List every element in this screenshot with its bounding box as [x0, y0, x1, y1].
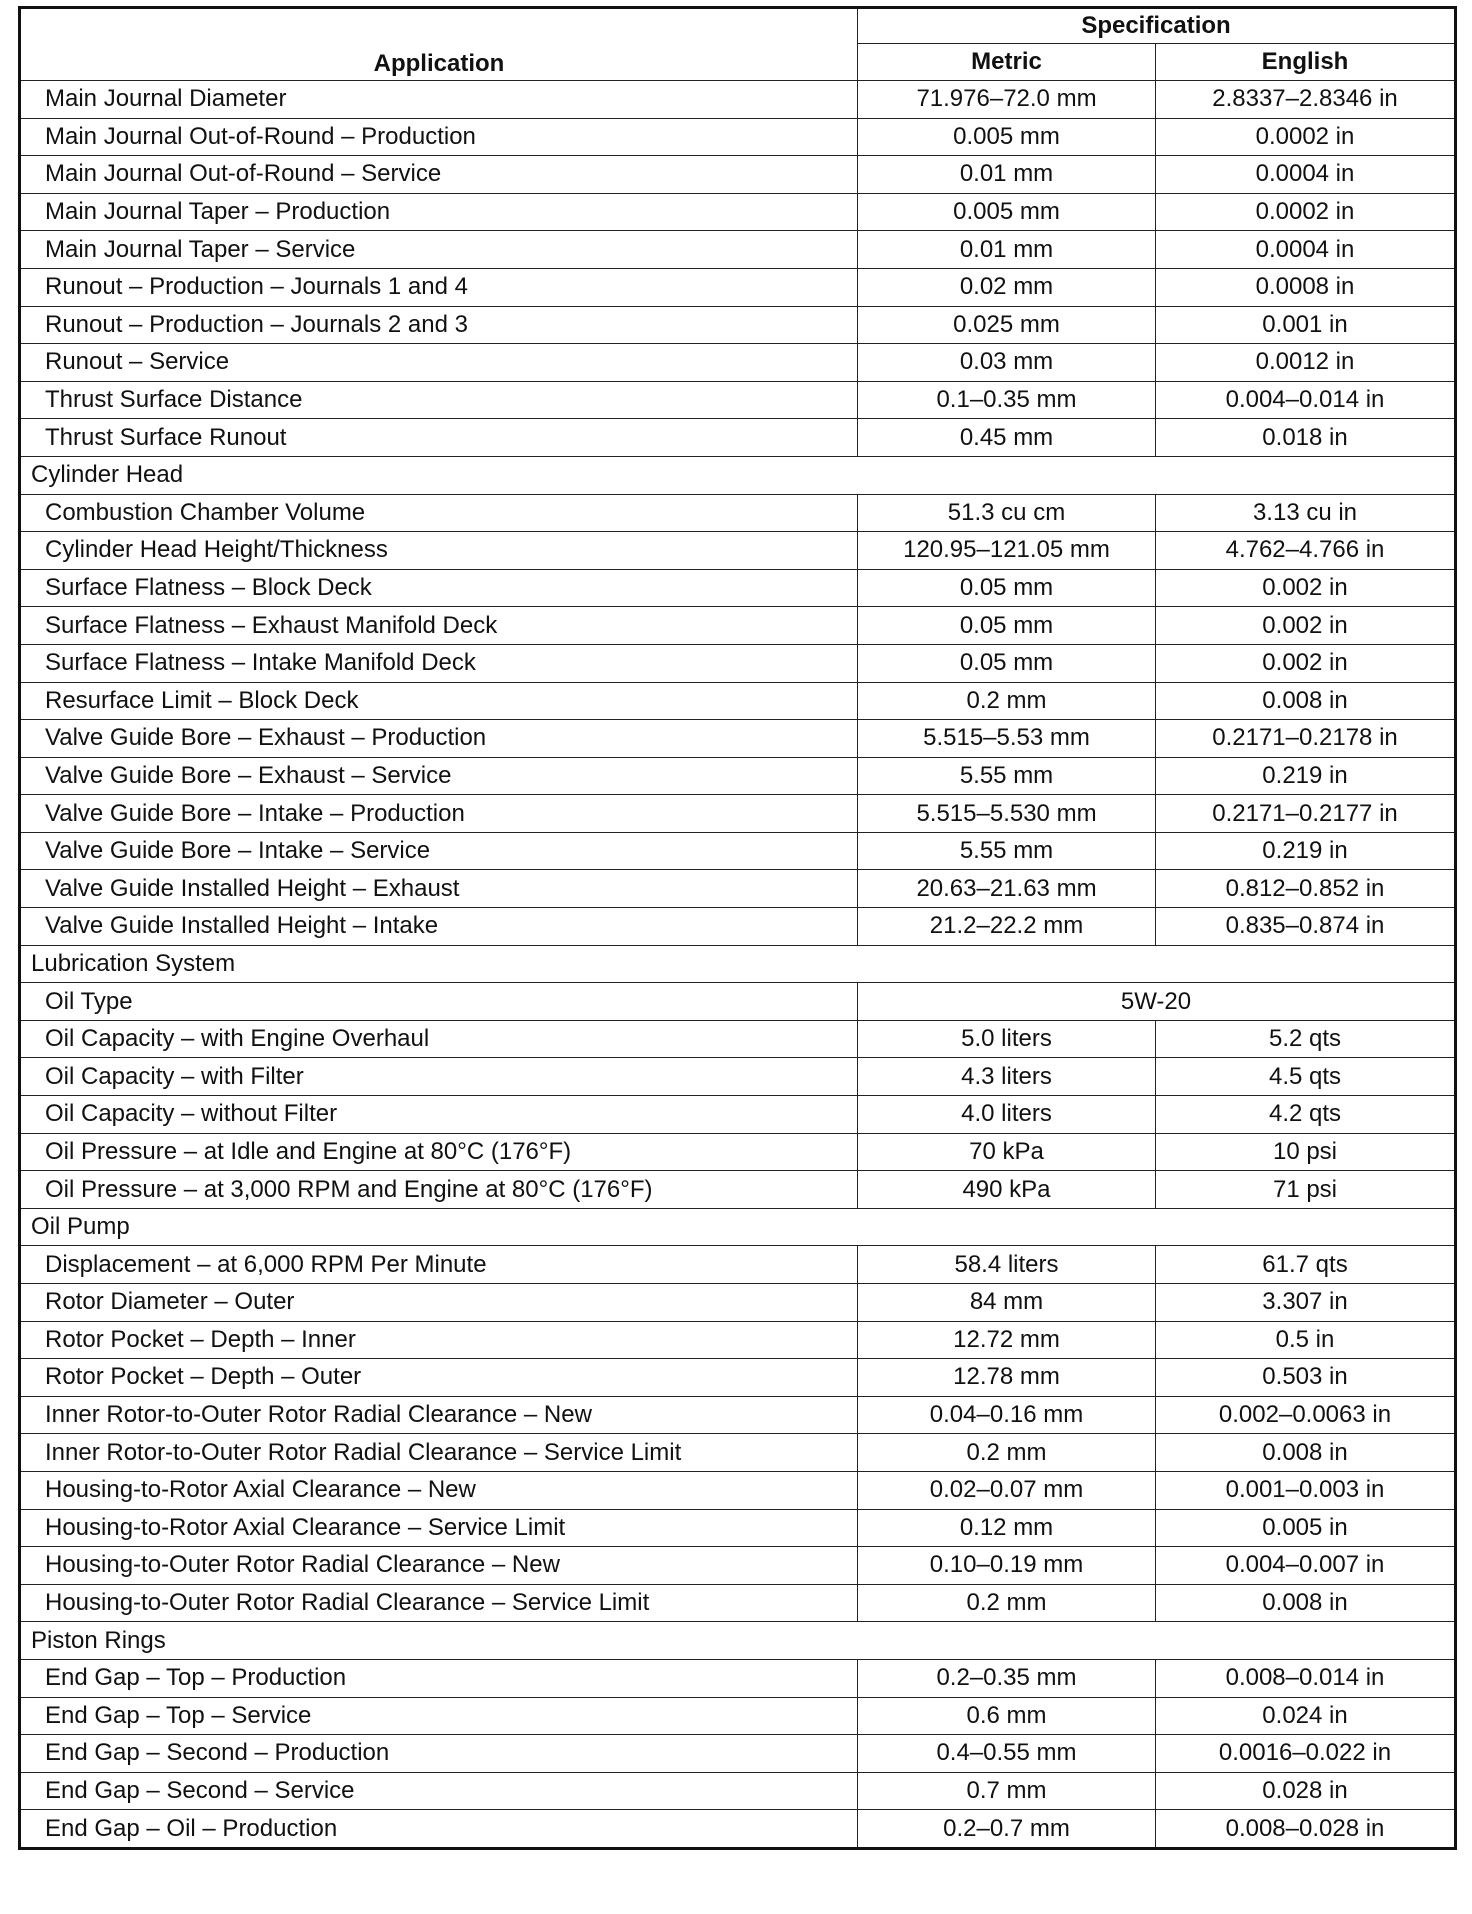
english-value-cell: 61.7 qts: [1156, 1246, 1456, 1284]
metric-value-cell: 0.025 mm: [858, 306, 1156, 344]
english-value-cell: 5.2 qts: [1156, 1020, 1456, 1058]
table-row: [20, 1547, 1456, 1585]
metric-value-cell: 51.3 cu cm: [858, 494, 1156, 532]
english-value-cell: 0.0002 in: [1156, 118, 1456, 156]
metric-value-cell: 0.7 mm: [858, 1772, 1156, 1810]
metric-value-cell: 0.02–0.07 mm: [858, 1471, 1156, 1509]
application-cell: Runout – Service: [20, 344, 858, 382]
specification-column-header: Specification: [858, 8, 1456, 44]
metric-value-cell: 0.6 mm: [858, 1697, 1156, 1735]
application-cell: Inner Rotor-to-Outer Rotor Radial Clearance – New: [20, 1396, 858, 1434]
metric-value-cell: 21.2–22.2 mm: [858, 908, 1156, 946]
table-row: [20, 344, 1456, 382]
english-value-cell: 0.002 in: [1156, 644, 1456, 682]
metric-value-cell: 12.72 mm: [858, 1321, 1156, 1359]
application-cell: Oil Capacity – with Filter: [20, 1058, 858, 1096]
table-row: [20, 1246, 1456, 1284]
application-cell: Oil Capacity – without Filter: [20, 1096, 858, 1134]
english-value-cell: 0.008–0.014 in: [1156, 1659, 1456, 1697]
header-row-top: [20, 8, 1456, 44]
english-column-header: English: [1156, 44, 1456, 81]
english-value-cell: 0.812–0.852 in: [1156, 870, 1456, 908]
metric-value-cell: 0.05 mm: [858, 644, 1156, 682]
english-value-cell: 0.001 in: [1156, 306, 1456, 344]
application-cell: Housing-to-Rotor Axial Clearance – New: [20, 1471, 858, 1509]
table-row: [20, 1735, 1456, 1773]
table-row: [20, 983, 1456, 1021]
application-cell: End Gap – Top – Service: [20, 1697, 858, 1735]
metric-value-cell: 0.03 mm: [858, 344, 1156, 382]
application-cell: Oil Pressure – at 3,000 RPM and Engine at 80°C (176°F): [20, 1171, 858, 1209]
application-column-header: Application: [20, 8, 858, 81]
english-value-cell: 0.002 in: [1156, 569, 1456, 607]
application-cell: Rotor Pocket – Depth – Inner: [20, 1321, 858, 1359]
english-value-cell: 0.0012 in: [1156, 344, 1456, 382]
metric-value-cell: 5.55 mm: [858, 832, 1156, 870]
table-row: [20, 532, 1456, 570]
table-row: [20, 381, 1456, 419]
table-header: [20, 8, 1456, 81]
english-value-cell: 10 psi: [1156, 1133, 1456, 1171]
metric-value-cell: 71.976–72.0 mm: [858, 81, 1156, 119]
metric-value-cell: 4.0 liters: [858, 1096, 1156, 1134]
specification-merged-cell: 5W-20: [858, 983, 1456, 1021]
table-row: [20, 720, 1456, 758]
application-cell: Valve Guide Bore – Exhaust – Production: [20, 720, 858, 758]
table-row: [20, 306, 1456, 344]
metric-value-cell: 58.4 liters: [858, 1246, 1156, 1284]
table-row: [20, 1321, 1456, 1359]
table-row: [20, 682, 1456, 720]
metric-value-cell: 4.3 liters: [858, 1058, 1156, 1096]
english-value-cell: 0.219 in: [1156, 757, 1456, 795]
application-cell: Runout – Production – Journals 2 and 3: [20, 306, 858, 344]
english-value-cell: 3.13 cu in: [1156, 494, 1456, 532]
application-cell: Rotor Pocket – Depth – Outer: [20, 1359, 858, 1397]
application-cell: Valve Guide Bore – Exhaust – Service: [20, 757, 858, 795]
application-cell: Oil Capacity – with Engine Overhaul: [20, 1020, 858, 1058]
table-row: [20, 1020, 1456, 1058]
table-row: [20, 1509, 1456, 1547]
table-row: [20, 1171, 1456, 1209]
metric-value-cell: 0.005 mm: [858, 118, 1156, 156]
english-value-cell: 4.5 qts: [1156, 1058, 1456, 1096]
table-row: [20, 757, 1456, 795]
application-cell: Main Journal Taper – Production: [20, 193, 858, 231]
table-row: [20, 118, 1456, 156]
section-title: Oil Pump: [20, 1208, 1456, 1246]
table-row: [20, 1471, 1456, 1509]
metric-value-cell: 0.2–0.35 mm: [858, 1659, 1156, 1697]
english-value-cell: 0.219 in: [1156, 832, 1456, 870]
application-cell: Surface Flatness – Intake Manifold Deck: [20, 644, 858, 682]
application-cell: Valve Guide Bore – Intake – Service: [20, 832, 858, 870]
application-cell: Housing-to-Outer Rotor Radial Clearance – New: [20, 1547, 858, 1585]
table-row: [20, 1096, 1456, 1134]
metric-value-cell: 0.02 mm: [858, 268, 1156, 306]
table-row: [20, 908, 1456, 946]
table-row: [20, 1359, 1456, 1397]
english-value-cell: 0.024 in: [1156, 1697, 1456, 1735]
table-row: [20, 156, 1456, 194]
metric-value-cell: 0.2 mm: [858, 1584, 1156, 1622]
metric-value-cell: 0.1–0.35 mm: [858, 381, 1156, 419]
english-value-cell: 0.004–0.014 in: [1156, 381, 1456, 419]
specification-table: [18, 6, 1457, 1850]
table-row: [20, 419, 1456, 457]
english-value-cell: 71 psi: [1156, 1171, 1456, 1209]
metric-value-cell: 0.2–0.7 mm: [858, 1810, 1156, 1849]
table-row: [20, 81, 1456, 119]
english-value-cell: 0.0008 in: [1156, 268, 1456, 306]
application-cell: Thrust Surface Distance: [20, 381, 858, 419]
application-cell: Cylinder Head Height/Thickness: [20, 532, 858, 570]
table-body: [20, 81, 1456, 1849]
application-cell: Housing-to-Rotor Axial Clearance – Service Limit: [20, 1509, 858, 1547]
metric-value-cell: 0.05 mm: [858, 607, 1156, 645]
table-row: [20, 607, 1456, 645]
application-cell: Rotor Diameter – Outer: [20, 1284, 858, 1322]
english-value-cell: 0.2171–0.2177 in: [1156, 795, 1456, 833]
english-value-cell: 0.004–0.007 in: [1156, 1547, 1456, 1585]
application-cell: Thrust Surface Runout: [20, 419, 858, 457]
application-cell: Resurface Limit – Block Deck: [20, 682, 858, 720]
application-cell: Housing-to-Outer Rotor Radial Clearance – Service Limit: [20, 1584, 858, 1622]
application-cell: End Gap – Second – Service: [20, 1772, 858, 1810]
application-cell: Surface Flatness – Block Deck: [20, 569, 858, 607]
metric-value-cell: 12.78 mm: [858, 1359, 1156, 1397]
english-value-cell: 4.2 qts: [1156, 1096, 1456, 1134]
application-cell: End Gap – Second – Production: [20, 1735, 858, 1773]
table-row: [20, 1659, 1456, 1697]
section-heading-row: [20, 456, 1456, 494]
english-value-cell: 0.028 in: [1156, 1772, 1456, 1810]
table-row: [20, 494, 1456, 532]
metric-value-cell: 5.0 liters: [858, 1020, 1156, 1058]
metric-value-cell: 84 mm: [858, 1284, 1156, 1322]
table-row: [20, 832, 1456, 870]
application-cell: Main Journal Diameter: [20, 81, 858, 119]
application-cell: Oil Pressure – at Idle and Engine at 80°C (176°F): [20, 1133, 858, 1171]
application-cell: Main Journal Taper – Service: [20, 231, 858, 269]
table-row: [20, 1584, 1456, 1622]
metric-value-cell: 5.515–5.53 mm: [858, 720, 1156, 758]
metric-value-cell: 0.01 mm: [858, 156, 1156, 194]
table-row: [20, 231, 1456, 269]
english-value-cell: 4.762–4.766 in: [1156, 532, 1456, 570]
table-row: [20, 569, 1456, 607]
english-value-cell: 0.005 in: [1156, 1509, 1456, 1547]
english-value-cell: 0.0004 in: [1156, 231, 1456, 269]
english-value-cell: 0.008 in: [1156, 1434, 1456, 1472]
metric-value-cell: 0.01 mm: [858, 231, 1156, 269]
metric-value-cell: 0.05 mm: [858, 569, 1156, 607]
metric-value-cell: 20.63–21.63 mm: [858, 870, 1156, 908]
english-value-cell: 0.503 in: [1156, 1359, 1456, 1397]
section-title: Piston Rings: [20, 1622, 1456, 1660]
table-row: [20, 1133, 1456, 1171]
table-row: [20, 1772, 1456, 1810]
application-cell: Main Journal Out-of-Round – Production: [20, 118, 858, 156]
english-value-cell: 0.835–0.874 in: [1156, 908, 1456, 946]
table-row: [20, 1697, 1456, 1735]
metric-value-cell: 0.005 mm: [858, 193, 1156, 231]
english-value-cell: 0.001–0.003 in: [1156, 1471, 1456, 1509]
english-value-cell: 0.008 in: [1156, 1584, 1456, 1622]
metric-value-cell: 0.2 mm: [858, 682, 1156, 720]
metric-value-cell: 0.45 mm: [858, 419, 1156, 457]
application-cell: Main Journal Out-of-Round – Service: [20, 156, 858, 194]
table-row: [20, 1058, 1456, 1096]
english-value-cell: 0.008 in: [1156, 682, 1456, 720]
table-row: [20, 644, 1456, 682]
application-cell: Inner Rotor-to-Outer Rotor Radial Clearance – Service Limit: [20, 1434, 858, 1472]
table-row: [20, 193, 1456, 231]
english-value-cell: 3.307 in: [1156, 1284, 1456, 1322]
metric-value-cell: 5.515–5.530 mm: [858, 795, 1156, 833]
metric-column-header: Metric: [858, 44, 1156, 81]
metric-value-cell: 0.4–0.55 mm: [858, 1735, 1156, 1773]
metric-value-cell: 0.12 mm: [858, 1509, 1156, 1547]
application-cell: Valve Guide Installed Height – Exhaust: [20, 870, 858, 908]
english-value-cell: 0.0016–0.022 in: [1156, 1735, 1456, 1773]
table-row: [20, 1810, 1456, 1849]
section-heading-row: [20, 1208, 1456, 1246]
table-row: [20, 1284, 1456, 1322]
metric-value-cell: 0.10–0.19 mm: [858, 1547, 1156, 1585]
english-value-cell: 2.8337–2.8346 in: [1156, 81, 1456, 119]
metric-value-cell: 0.04–0.16 mm: [858, 1396, 1156, 1434]
metric-value-cell: 0.2 mm: [858, 1434, 1156, 1472]
table-row: [20, 870, 1456, 908]
section-title: Cylinder Head: [20, 456, 1456, 494]
english-value-cell: 0.2171–0.2178 in: [1156, 720, 1456, 758]
application-cell: Displacement – at 6,000 RPM Per Minute: [20, 1246, 858, 1284]
application-cell: End Gap – Top – Production: [20, 1659, 858, 1697]
table-row: [20, 1434, 1456, 1472]
application-cell: Oil Type: [20, 983, 858, 1021]
english-value-cell: 0.0002 in: [1156, 193, 1456, 231]
metric-value-cell: 120.95–121.05 mm: [858, 532, 1156, 570]
english-value-cell: 0.018 in: [1156, 419, 1456, 457]
english-value-cell: 0.002–0.0063 in: [1156, 1396, 1456, 1434]
application-cell: End Gap – Oil – Production: [20, 1810, 858, 1849]
application-cell: Combustion Chamber Volume: [20, 494, 858, 532]
section-heading-row: [20, 1622, 1456, 1660]
english-value-cell: 0.5 in: [1156, 1321, 1456, 1359]
application-cell: Runout – Production – Journals 1 and 4: [20, 268, 858, 306]
metric-value-cell: 5.55 mm: [858, 757, 1156, 795]
application-cell: Valve Guide Installed Height – Intake: [20, 908, 858, 946]
table-row: [20, 795, 1456, 833]
metric-value-cell: 490 kPa: [858, 1171, 1156, 1209]
section-title: Lubrication System: [20, 945, 1456, 983]
application-cell: Surface Flatness – Exhaust Manifold Deck: [20, 607, 858, 645]
metric-value-cell: 70 kPa: [858, 1133, 1156, 1171]
english-value-cell: 0.0004 in: [1156, 156, 1456, 194]
english-value-cell: 0.008–0.028 in: [1156, 1810, 1456, 1849]
table-row: [20, 1396, 1456, 1434]
english-value-cell: 0.002 in: [1156, 607, 1456, 645]
application-cell: Valve Guide Bore – Intake – Production: [20, 795, 858, 833]
table-row: [20, 268, 1456, 306]
section-heading-row: [20, 945, 1456, 983]
